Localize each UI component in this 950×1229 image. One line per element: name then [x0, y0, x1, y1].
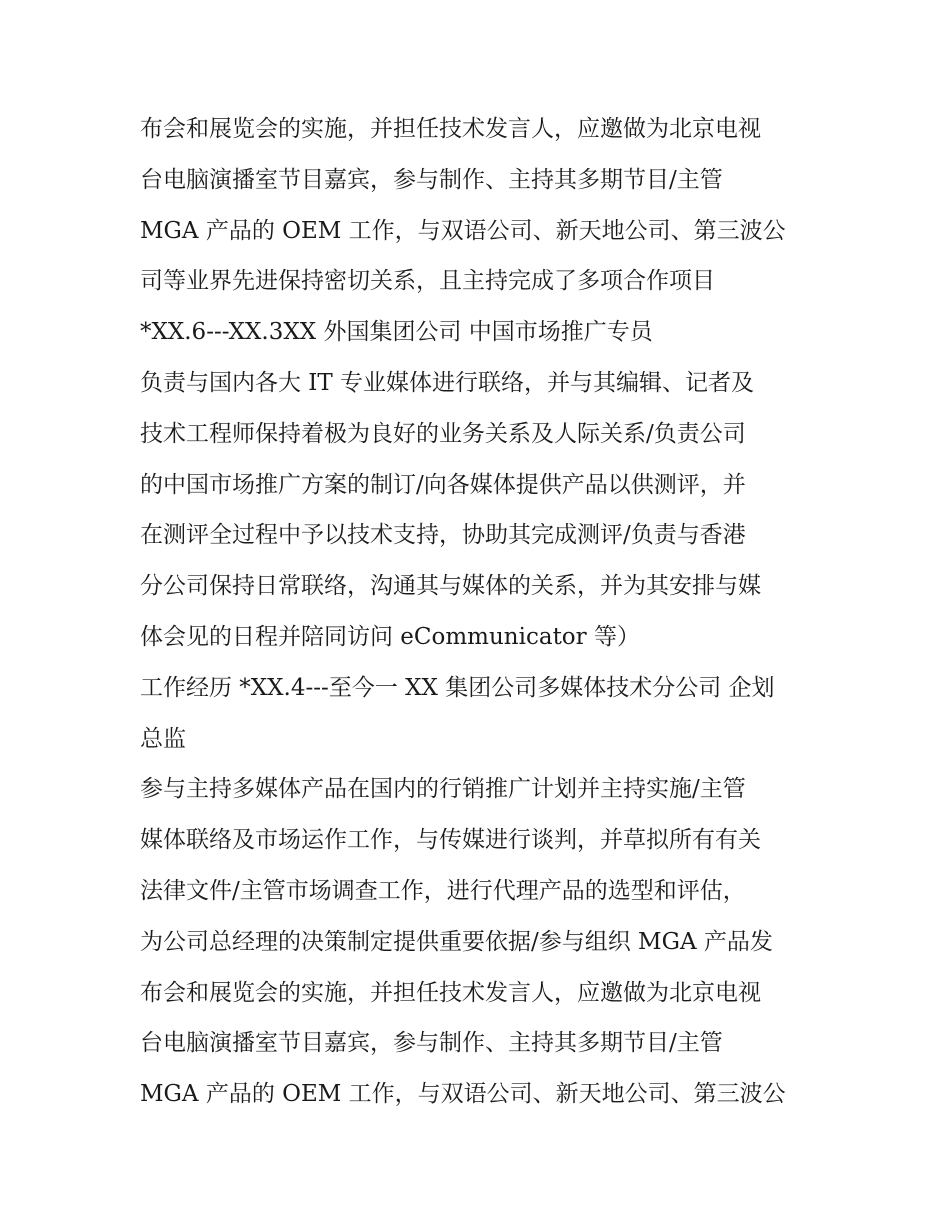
text-line-5: *XX.6---XX.3XX 外国集团公司 中国市场推广专员 — [140, 319, 653, 346]
text-line-10: 分公司保持日常联络，沟通其与媒体的关系，并为其安排与媒 — [140, 573, 761, 600]
text-line-18: 布会和展览会的实施，并担任技术发言人，应邀做为北京电视 — [140, 979, 761, 1006]
text-line-12: 工作经历 *XX.4---至今一 XX 集团公司多媒体技术分公司 企划 — [140, 674, 775, 701]
body-text — [140, 104, 830, 1120]
text-line-7: 技术工程师保持着极为良好的业务关系及人际关系/负责公司 — [140, 420, 746, 447]
text-line-19: 台电脑演播室节目嘉宾，参与制作、主持其多期节目/主管 — [140, 1030, 723, 1057]
text-line-9: 在测评全过程中予以技术支持，协助其完成测评/负责与香港 — [140, 522, 746, 549]
text-line-15: 媒体联络及市场运作工作，与传媒进行谈判，并草拟所有有关 — [140, 827, 761, 854]
text-line-14: 参与主持多媒体产品在国内的行销推广计划并主持实施/主管 — [140, 776, 746, 803]
text-line-3: MGA 产品的 OEM 工作，与双语公司、新天地公司、第三波公 — [140, 217, 786, 244]
text-line-8: 的中国市场推广方案的制订/向各媒体提供产品以供测评，并 — [140, 471, 746, 498]
text-line-20: MGA 产品的 OEM 工作，与双语公司、新天地公司、第三波公 — [140, 1081, 786, 1108]
text-line-17: 为公司总经理的决策制定提供重要依据/参与组织 MGA 产品发 — [140, 928, 773, 955]
text-line-2: 台电脑演播室节目嘉宾，参与制作、主持其多期节目/主管 — [140, 166, 723, 193]
text-line-16: 法律文件/主管市场调查工作，进行代理产品的选型和评估， — [140, 877, 746, 904]
text-line-4: 司等业界先进保持密切关系，且主持完成了多项合作项目 — [140, 268, 715, 295]
text-line-11: 体会见的日程并陪同访问 eCommunicator 等） — [140, 623, 640, 650]
text-line-6: 负责与国内各大 IT 专业媒体进行联络，并与其编辑、记者及 — [140, 369, 755, 396]
text-line-1: 布会和展览会的实施，并担任技术发言人，应邀做为北京电视 — [140, 116, 761, 142]
text-line-13: 总监 — [140, 725, 186, 752]
